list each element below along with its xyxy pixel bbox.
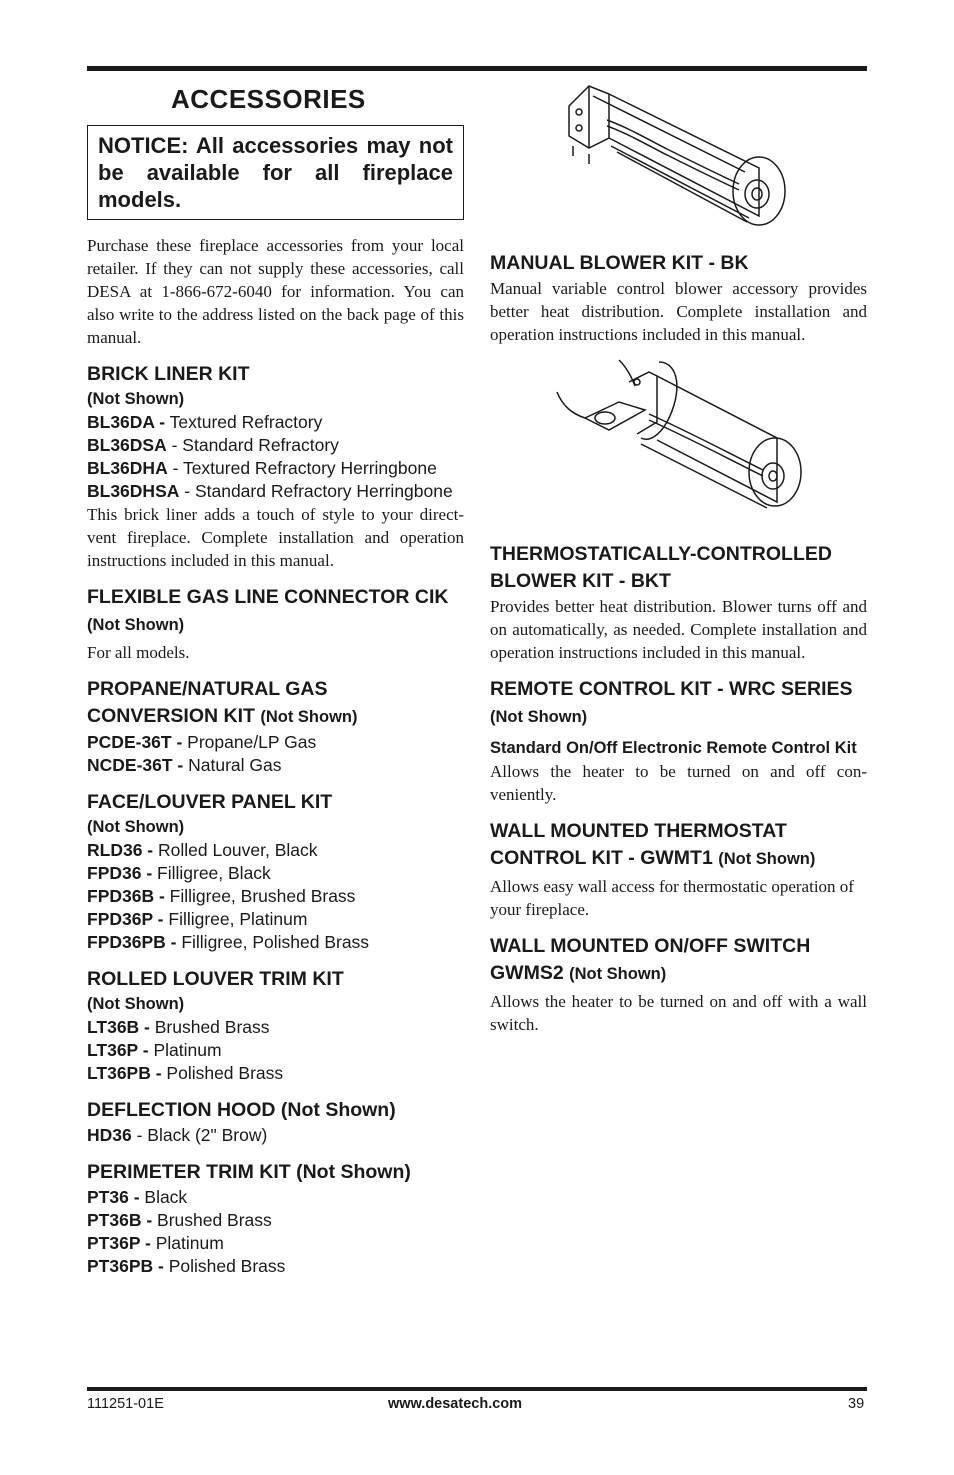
- perimeter-item-3: PT36P - Platinum: [87, 1233, 224, 1253]
- face-item-5: FPD36PB - Filligree, Polished Brass: [87, 932, 370, 952]
- flex-heading: FLEXIBLE GAS LINE CONNECTOR CIK (Not Shown): [87, 586, 449, 634]
- flex-body: For all models.: [87, 643, 190, 662]
- face-not-shown: (Not Shown): [87, 818, 185, 836]
- face-item-2: FPD36 - Filligree, Black: [87, 863, 271, 883]
- thermo-blower-body: Provides better heat distribution. Blower turns off and on automatically, as needed. Complete installation and operation instructions included in this manual.: [490, 597, 867, 662]
- page-title: ACCESSORIES: [171, 84, 366, 114]
- brick-item-2: BL36DSA - Standard Refractory: [87, 435, 339, 455]
- hood-item: HD36 - Black (2" Brow): [87, 1125, 268, 1145]
- rolled-item-1: LT36B - Brushed Brass: [87, 1017, 270, 1037]
- brick-item-3: BL36DHA - Textured Refractory Herringbone: [87, 458, 437, 478]
- intro-text: Purchase these fireplace accessories from your local retailer. If they can not supply these accessories, call DESA at 1-866-672-6040 for information. You can also write to the address listed on the back page of this manual.: [87, 236, 464, 347]
- propane-heading: PROPANE/NATURAL GAS CONVERSION KIT (Not Shown): [87, 678, 358, 727]
- brick-item-4: BL36DHSA - Standard Refractory Herringbone: [87, 481, 453, 501]
- propane-item-2: NCDE-36T - Natural Gas: [87, 755, 282, 775]
- rolled-item-2: LT36P - Platinum: [87, 1040, 222, 1060]
- left-column: [87, 78, 464, 1278]
- perimeter-item-4: PT36PB - Polished Brass: [87, 1256, 286, 1276]
- brick-liner-heading: BRICK LINER KIT: [87, 363, 250, 385]
- face-item-3: FPD36B - Filligree, Brushed Brass: [87, 886, 356, 906]
- website-link[interactable]: www.desatech.com: [388, 1396, 523, 1412]
- manual-blower-heading: MANUAL BLOWER KIT - BK: [490, 252, 749, 274]
- hood-heading: DEFLECTION HOOD (Not Shown): [87, 1099, 396, 1121]
- thermo-blower-heading: THERMOSTATICALLY-CONTROLLED BLOWER KIT - BKT: [490, 543, 832, 592]
- bottom-rule: [87, 1387, 867, 1391]
- remote-body: Allows the heater to be turned on and off con-veniently.: [490, 762, 867, 804]
- face-heading: FACE/LOUVER PANEL KIT: [87, 791, 333, 813]
- rolled-not-shown: (Not Shown): [87, 995, 185, 1013]
- face-item-1: RLD36 - Rolled Louver, Black: [87, 840, 318, 860]
- perimeter-item-2: PT36B - Brushed Brass: [87, 1210, 272, 1230]
- brick-not-shown: (Not Shown): [87, 390, 185, 408]
- remote-subheading: Standard On/Off Electronic Remote Control Kit: [490, 739, 857, 757]
- document-number: 111251-01E: [87, 1396, 164, 1412]
- wall-thermostat-heading: WALL MOUNTED THERMOSTAT CONTROL KIT - GWMT1 (Not Shown): [490, 820, 816, 869]
- manual-blower-illustration: [549, 76, 809, 246]
- thermostatic-blower-illustration: [549, 352, 809, 537]
- rolled-item-3: LT36PB - Polished Brass: [87, 1063, 284, 1083]
- wall-thermostat-body: Allows easy wall access for thermostatic operation of your fireplace.: [490, 877, 854, 919]
- face-item-4: FPD36P - Filligree, Platinum: [87, 909, 308, 929]
- top-rule: [87, 66, 867, 71]
- rolled-heading: ROLLED LOUVER TRIM KIT: [87, 968, 344, 990]
- page-number: 39: [848, 1396, 865, 1412]
- right-column: [490, 76, 867, 1036]
- brick-item-1: BL36DA - Textured Refractory: [87, 412, 323, 432]
- perimeter-heading: PERIMETER TRIM KIT (Not Shown): [87, 1161, 411, 1183]
- wall-switch-heading: WALL MOUNTED ON/OFF SWITCH GWMS2 (Not Shown): [490, 935, 811, 984]
- notice-box: NOTICE: All accessories may not be available for all fireplace models.: [87, 125, 464, 220]
- brick-body: This brick liner adds a touch of style to your direct-vent fireplace. Complete installation and operation instructions included in this manual.: [87, 505, 464, 570]
- wall-switch-body: Allows the heater to be turned on and off with a wall switch.: [490, 992, 867, 1034]
- perimeter-item-1: PT36 - Black: [87, 1187, 188, 1207]
- propane-item-1: PCDE-36T - Propane/LP Gas: [87, 732, 317, 752]
- manual-blower-body: Manual variable control blower accessory provides better heat distribution. Complete installation and operation instructions included in this manual.: [490, 279, 867, 344]
- remote-heading: REMOTE CONTROL KIT - WRC SERIES (Not Shown): [490, 678, 853, 726]
